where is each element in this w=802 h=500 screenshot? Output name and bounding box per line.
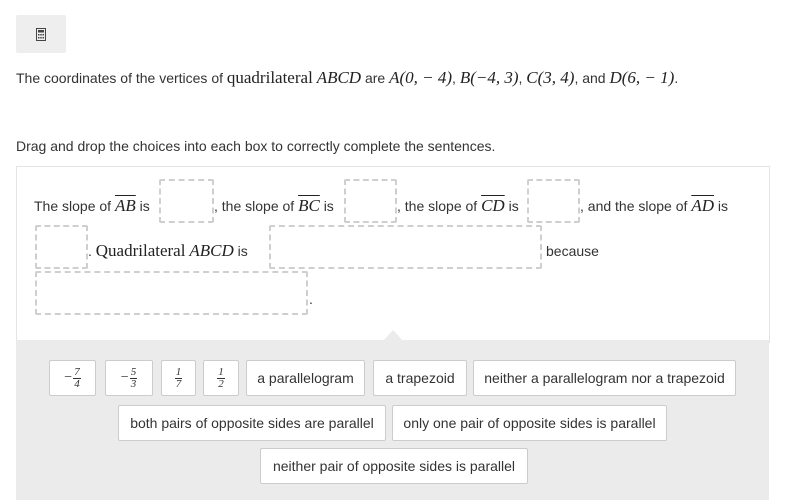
vertex-b: B(−4, 3) — [459, 68, 519, 87]
numerator: 5 — [130, 365, 137, 378]
choice-neg-7-4[interactable] — [49, 360, 96, 396]
minus-sign: − — [120, 370, 129, 385]
choice-1-2[interactable] — [203, 360, 239, 396]
sentence-line-2a — [88, 241, 248, 261]
drop-box-slope-cd[interactable] — [527, 179, 580, 223]
text: is — [717, 198, 728, 214]
instruction-text: Drag and drop the choices into each box to correctly complete the sentences. — [16, 138, 496, 154]
sentence-line-1a — [34, 196, 150, 216]
vertex-a: A(0, − 4) — [389, 68, 453, 87]
text: is — [237, 243, 248, 259]
prompt-quadrilateral: quadrilateral — [226, 68, 313, 87]
prompt-are: are — [364, 70, 386, 86]
choice-both-pairs-parallel[interactable]: both pairs of opposite sides are parallel — [118, 405, 386, 441]
and-text: , and — [574, 70, 606, 86]
vertex-c: C(3, 4) — [526, 68, 575, 87]
text: The slope of — [34, 198, 112, 214]
text: , the slope of — [214, 198, 295, 214]
denominator: 4 — [74, 377, 80, 390]
segment-cd: $\overline{CD}$ — [481, 196, 505, 215]
fraction — [217, 367, 225, 390]
fraction — [175, 367, 183, 390]
numerator: 1 — [218, 365, 224, 378]
denominator: 2 — [218, 377, 224, 390]
text: is — [323, 198, 334, 214]
choice-neither-shape[interactable]: neither a parallelogram nor a trapezoid — [473, 360, 736, 396]
period: . — [309, 291, 313, 307]
choice-a-trapezoid[interactable]: a trapezoid — [373, 360, 467, 396]
fraction — [130, 367, 138, 390]
comma: , — [452, 70, 456, 86]
prompt-text: The coordinates of the vertices of — [16, 70, 223, 86]
calculator-icon — [36, 28, 46, 41]
segment-bc: $\overline{BC}$ — [298, 196, 320, 215]
segment-ad: $\overline{AD}$ — [691, 196, 714, 215]
period: . — [674, 70, 679, 86]
choice-1-7[interactable] — [161, 360, 196, 396]
sentence-line-1d — [580, 196, 728, 216]
prompt-abcd: ABCD — [316, 68, 362, 87]
calculator-button[interactable] — [16, 15, 66, 53]
text: Quadrilateral — [95, 241, 186, 260]
question-prompt — [16, 68, 678, 88]
choice-neither-pair-parallel[interactable]: neither pair of opposite sides is parallel — [260, 448, 528, 484]
choice-one-pair-parallel[interactable]: only one pair of opposite sides is parallel — [392, 405, 667, 441]
drop-box-classification[interactable] — [269, 225, 542, 269]
denominator: 7 — [175, 377, 182, 390]
vertex-d: D(6, − 1) — [609, 68, 675, 87]
comma: , — [518, 70, 523, 86]
period: . — [88, 243, 92, 259]
sentence-line-1b — [214, 196, 334, 216]
because-text: because — [546, 243, 599, 259]
choice-a-parallelogram[interactable]: a parallelogram — [246, 360, 365, 396]
segment-ab: $\overline{AB}$ — [114, 196, 136, 215]
numerator: 7 — [74, 365, 80, 378]
fraction — [73, 367, 81, 390]
drop-box-slope-ad[interactable] — [35, 225, 88, 269]
text: , the slope of — [397, 198, 478, 214]
sentence-line-1c — [397, 196, 519, 216]
text: is — [508, 198, 519, 214]
minus-sign: − — [64, 370, 73, 385]
quad-name: ABCD — [189, 241, 234, 260]
sentence-panel — [16, 166, 770, 343]
choice-neg-5-3[interactable] — [105, 360, 153, 396]
drop-box-reason[interactable] — [35, 271, 308, 315]
numerator: 1 — [175, 365, 182, 378]
text: is — [139, 198, 150, 214]
drop-box-slope-ab[interactable] — [159, 179, 214, 223]
text: , and the slope of — [580, 198, 688, 214]
drop-box-slope-bc[interactable] — [344, 179, 397, 223]
denominator: 3 — [130, 377, 137, 390]
